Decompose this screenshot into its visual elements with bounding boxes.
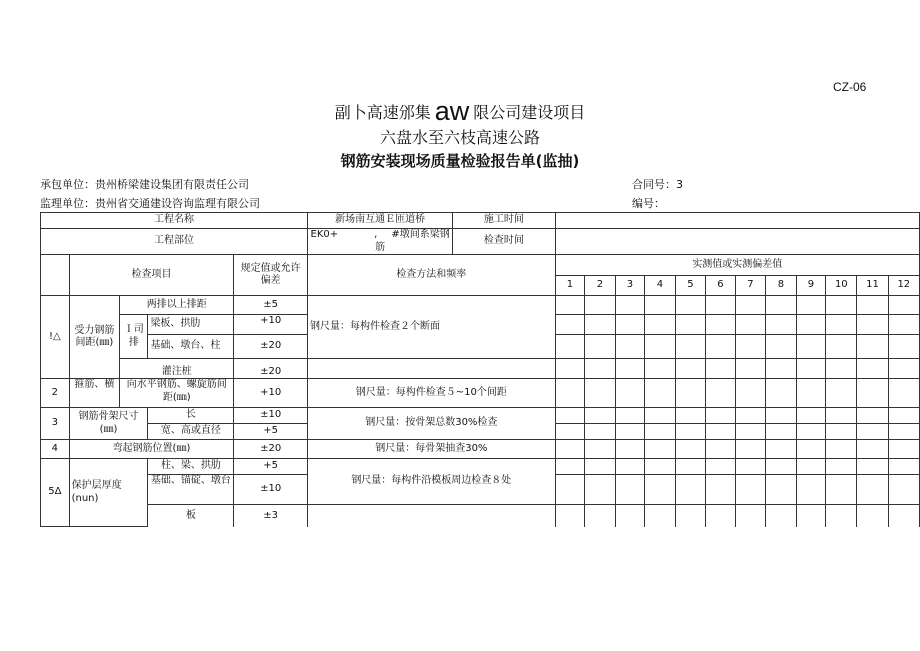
measure-cell: [675, 315, 705, 335]
item-5-sub-c: 板: [148, 505, 234, 527]
contract-line: [632, 176, 683, 192]
measure-col-3: 3: [615, 276, 645, 296]
measure-cell: [585, 379, 615, 408]
measure-col-11: 11: [857, 276, 888, 296]
table-row: [41, 505, 920, 527]
row-project-name: [41, 213, 920, 229]
measure-cell: [615, 440, 645, 459]
measure-cell: [888, 459, 919, 475]
measure-cell: [888, 296, 919, 315]
measure-cell: [766, 359, 796, 379]
table-row: [41, 440, 920, 459]
measure-cell: [766, 335, 796, 359]
measure-col-10: 10: [826, 276, 857, 296]
item-1-number: !△: [41, 296, 70, 379]
measure-cell: [735, 505, 765, 527]
measure-cell: [645, 424, 675, 440]
measure-cell: [857, 379, 888, 408]
part-value-b: ,: [374, 229, 378, 240]
check-time-label: 检查时间: [453, 229, 555, 255]
measure-cell: [615, 475, 645, 505]
contractor-value: 贵州桥梁建设集团有限责任公司: [95, 178, 249, 191]
measure-cell: [615, 408, 645, 424]
measure-cell: [888, 424, 919, 440]
measure-cell: [675, 379, 705, 408]
measure-cell: [555, 315, 585, 335]
measure-cell: [796, 440, 826, 459]
measure-cell: [766, 408, 796, 424]
measure-cell: [796, 459, 826, 475]
measure-cell: [857, 424, 888, 440]
measure-cell: [826, 296, 857, 315]
measure-cell: [857, 475, 888, 505]
measure-cell: [735, 408, 765, 424]
measure-cell: [706, 440, 736, 459]
measure-cell: [766, 424, 796, 440]
inspection-table: [40, 212, 920, 527]
measure-cell: [857, 315, 888, 335]
measure-cell: [615, 296, 645, 315]
measure-cell: [766, 379, 796, 408]
item-5-name: 保护层厚度(nun): [69, 459, 148, 527]
measure-cell: [645, 505, 675, 527]
item-1-sub-d: 灌注桩: [120, 359, 234, 379]
measure-cell: [585, 296, 615, 315]
measure-cell: [675, 475, 705, 505]
measure-cell: [857, 408, 888, 424]
measure-cell: [585, 335, 615, 359]
measure-cell: [555, 379, 585, 408]
supervisor-line: [40, 195, 260, 211]
measure-cell: [675, 359, 705, 379]
measure-cell: [585, 505, 615, 527]
measure-cell: [615, 459, 645, 475]
measure-cell: [826, 408, 857, 424]
measure-cell: [796, 424, 826, 440]
header-no: [41, 255, 70, 296]
measure-cell: [555, 296, 585, 315]
measure-cell: [735, 379, 765, 408]
measure-cell: [706, 335, 736, 359]
item-4-tol: ±20: [234, 440, 308, 459]
measure-cell: [585, 424, 615, 440]
item-4-name: 弯起钢筋位置(㎜): [69, 440, 234, 459]
measure-col-1: 1: [555, 276, 585, 296]
title-big: aw: [434, 96, 470, 126]
measure-cell: [735, 315, 765, 335]
measure-cell: [857, 296, 888, 315]
measure-cell: [706, 296, 736, 315]
measure-cell: [766, 440, 796, 459]
title-part2: 限公司建设项目: [473, 103, 586, 122]
measure-col-4: 4: [645, 276, 675, 296]
document-title: [0, 96, 920, 127]
part-value: [308, 229, 453, 255]
row-header-1: [41, 255, 920, 276]
measure-cell: [796, 296, 826, 315]
contractor-line: [40, 176, 249, 192]
measure-cell: [585, 315, 615, 335]
supervisor-label: 监理单位：: [40, 197, 95, 210]
measure-cell: [706, 315, 736, 335]
measure-cell: [585, 475, 615, 505]
measure-cell: [555, 475, 585, 505]
measure-cell: [735, 475, 765, 505]
form-code: CZ-06: [833, 80, 867, 94]
contract-value: 3: [676, 178, 683, 191]
header-item: 检查项目: [69, 255, 234, 296]
measure-cell: [675, 296, 705, 315]
form-title: 钢筋安装现场质量检验报告单(监抽): [340, 152, 580, 170]
measure-cell: [766, 296, 796, 315]
measure-cell: [826, 505, 857, 527]
item-5-sub-b: 基础、锚碇、墩台: [148, 475, 234, 505]
measure-cell: [645, 475, 675, 505]
measure-cell: [857, 359, 888, 379]
measure-cell: [766, 459, 796, 475]
table-row: [41, 408, 920, 424]
measure-cell: [645, 408, 675, 424]
item-3-method: 钢尺量：按骨架总数30%检查: [308, 408, 556, 440]
measure-cell: [857, 505, 888, 527]
measure-cell: [706, 359, 736, 379]
item-5-method-c: [308, 505, 556, 527]
item-5-tol-b: ±10: [234, 475, 308, 505]
measure-cell: [796, 315, 826, 335]
measure-cell: [826, 315, 857, 335]
item-2-sub: 向水平钢筋、螺旋筋间距(㎜): [120, 379, 234, 408]
measure-cell: [675, 424, 705, 440]
measure-cell: [645, 459, 675, 475]
measure-cell: [615, 315, 645, 335]
item-5-sub-a: 柱、梁、拱肋: [148, 459, 234, 475]
part-value-a: EK0+: [310, 229, 339, 240]
measure-cell: [826, 475, 857, 505]
item-1-sub-b: 梁板、拱肋: [148, 315, 234, 335]
measure-cell: [888, 379, 919, 408]
measure-cell: [826, 440, 857, 459]
item-1-sub-a: 两排以上排距: [120, 296, 234, 315]
item-2-number: 2: [41, 379, 70, 408]
item-1-method: 钢尺量：每构件检查２个断面: [308, 296, 556, 359]
measure-cell: [555, 440, 585, 459]
contract-label: 合同号：: [632, 178, 676, 191]
item-2-name: 箍筋、横: [69, 379, 120, 408]
measure-col-9: 9: [796, 276, 826, 296]
measure-cell: [826, 424, 857, 440]
item-1-tol-b: +10: [234, 315, 308, 335]
check-time-value: [555, 229, 919, 255]
measure-cell: [735, 459, 765, 475]
header-method: 检查方法和频率: [308, 255, 556, 296]
measure-cell: [675, 440, 705, 459]
table-row: [41, 459, 920, 475]
header-tolerance: 规定值或允许偏差: [234, 255, 308, 296]
measure-cell: [675, 408, 705, 424]
item-1-tol-c: ±20: [234, 335, 308, 359]
measure-cell: [645, 315, 675, 335]
item-2-tol: +10: [234, 379, 308, 408]
measure-cell: [796, 475, 826, 505]
measure-cell: [888, 505, 919, 527]
measure-cell: [615, 379, 645, 408]
measure-cell: [826, 335, 857, 359]
item-1-sub-c: 基础、墩台、柱: [148, 335, 234, 359]
contractor-label: 承包单位：: [40, 178, 95, 191]
measure-col-7: 7: [735, 276, 765, 296]
document-subtitle: 六盘水至六枝高速公路: [379, 128, 540, 147]
item-3-tol-b: +5: [234, 424, 308, 440]
measure-cell: [796, 379, 826, 408]
table-row: [41, 359, 920, 379]
measure-cell: [645, 359, 675, 379]
measure-cell: [615, 359, 645, 379]
item-5-method: 钢尺量：每构件沿模板周边检查８处: [308, 459, 556, 505]
measure-cell: [766, 505, 796, 527]
measure-cell: [706, 505, 736, 527]
table-row: [41, 296, 920, 315]
item-1-sub-group: Ｉ司排: [120, 315, 148, 359]
item-1-name: 受力钢筋间距(㎜): [69, 296, 120, 379]
measure-cell: [857, 440, 888, 459]
project-name-value: 新场南互通Ｅ匝道桥: [308, 213, 453, 229]
item-1-tol-a: ±5: [234, 296, 308, 315]
measure-cell: [735, 424, 765, 440]
measure-cell: [585, 440, 615, 459]
measure-cell: [645, 335, 675, 359]
measure-cell: [555, 424, 585, 440]
item-3-number: 3: [41, 408, 70, 440]
measure-cell: [585, 359, 615, 379]
measure-cell: [615, 335, 645, 359]
measure-col-2: 2: [585, 276, 615, 296]
measure-cell: [826, 459, 857, 475]
measure-cell: [735, 296, 765, 315]
measure-cell: [645, 440, 675, 459]
item-3-name: 钢筋骨架尺寸(㎜): [69, 408, 148, 440]
row-project-part: [41, 229, 920, 255]
measure-cell: [796, 408, 826, 424]
table-row: [41, 379, 920, 408]
construction-time-label: 施工时间: [453, 213, 555, 229]
measure-cell: [555, 505, 585, 527]
measure-cell: [555, 359, 585, 379]
measure-cell: [826, 359, 857, 379]
measure-cell: [675, 505, 705, 527]
measure-col-5: 5: [675, 276, 705, 296]
measure-cell: [796, 335, 826, 359]
item-4-number: 4: [41, 440, 70, 459]
item-3-sub-a: 长: [148, 408, 234, 424]
measure-cell: [735, 359, 765, 379]
measure-cell: [706, 459, 736, 475]
item-5-tol-c: ±3: [234, 505, 308, 527]
measure-col-6: 6: [706, 276, 736, 296]
construction-time-value: [555, 213, 919, 229]
measure-cell: [706, 379, 736, 408]
measure-cell: [857, 335, 888, 359]
measure-cell: [888, 440, 919, 459]
measure-cell: [796, 359, 826, 379]
item-2-method: 钢尺量：每构件检查５~10个间距: [308, 379, 556, 408]
part-value-c: #墩间系梁钢筋: [375, 229, 450, 253]
measure-cell: [615, 424, 645, 440]
measure-cell: [766, 315, 796, 335]
measure-cell: [675, 459, 705, 475]
measure-cell: [796, 505, 826, 527]
measure-cell: [888, 359, 919, 379]
measure-col-12: 12: [888, 276, 919, 296]
measure-cell: [888, 335, 919, 359]
measure-cell: [706, 424, 736, 440]
measure-cell: [555, 335, 585, 359]
item-1-tol-d: ±20: [234, 359, 308, 379]
measure-cell: [555, 408, 585, 424]
title-part1: 副卜高速邠集: [334, 103, 431, 122]
item-5-tol-a: +5: [234, 459, 308, 475]
part-label: 工程部位: [41, 229, 308, 255]
header-measured: 实测值或实测偏差值: [555, 255, 919, 276]
measure-cell: [585, 459, 615, 475]
item-3-tol-a: ±10: [234, 408, 308, 424]
measure-cell: [857, 459, 888, 475]
measure-cell: [585, 408, 615, 424]
measure-cell: [615, 505, 645, 527]
measure-cell: [826, 379, 857, 408]
measure-cell: [675, 335, 705, 359]
measure-cell: [645, 379, 675, 408]
measure-cell: [645, 296, 675, 315]
supervisor-value: 贵州省交通建设咨询监理有限公司: [95, 197, 260, 210]
measure-col-8: 8: [766, 276, 796, 296]
item-4-method: 钢尺量：每骨架抽查30%: [308, 440, 556, 459]
measure-cell: [555, 459, 585, 475]
item-3-sub-b: 宽、高或直径: [148, 424, 234, 440]
measure-cell: [766, 475, 796, 505]
measure-cell: [735, 335, 765, 359]
measure-cell: [888, 408, 919, 424]
item-1-method-d: [308, 359, 556, 379]
measure-cell: [735, 440, 765, 459]
measure-cell: [888, 475, 919, 505]
number-label: 编号：: [632, 197, 665, 210]
measure-cell: [706, 408, 736, 424]
project-name-label: 工程名称: [41, 213, 308, 229]
measure-cell: [706, 475, 736, 505]
item-5-number: 5Δ: [41, 459, 70, 527]
measure-cell: [888, 315, 919, 335]
